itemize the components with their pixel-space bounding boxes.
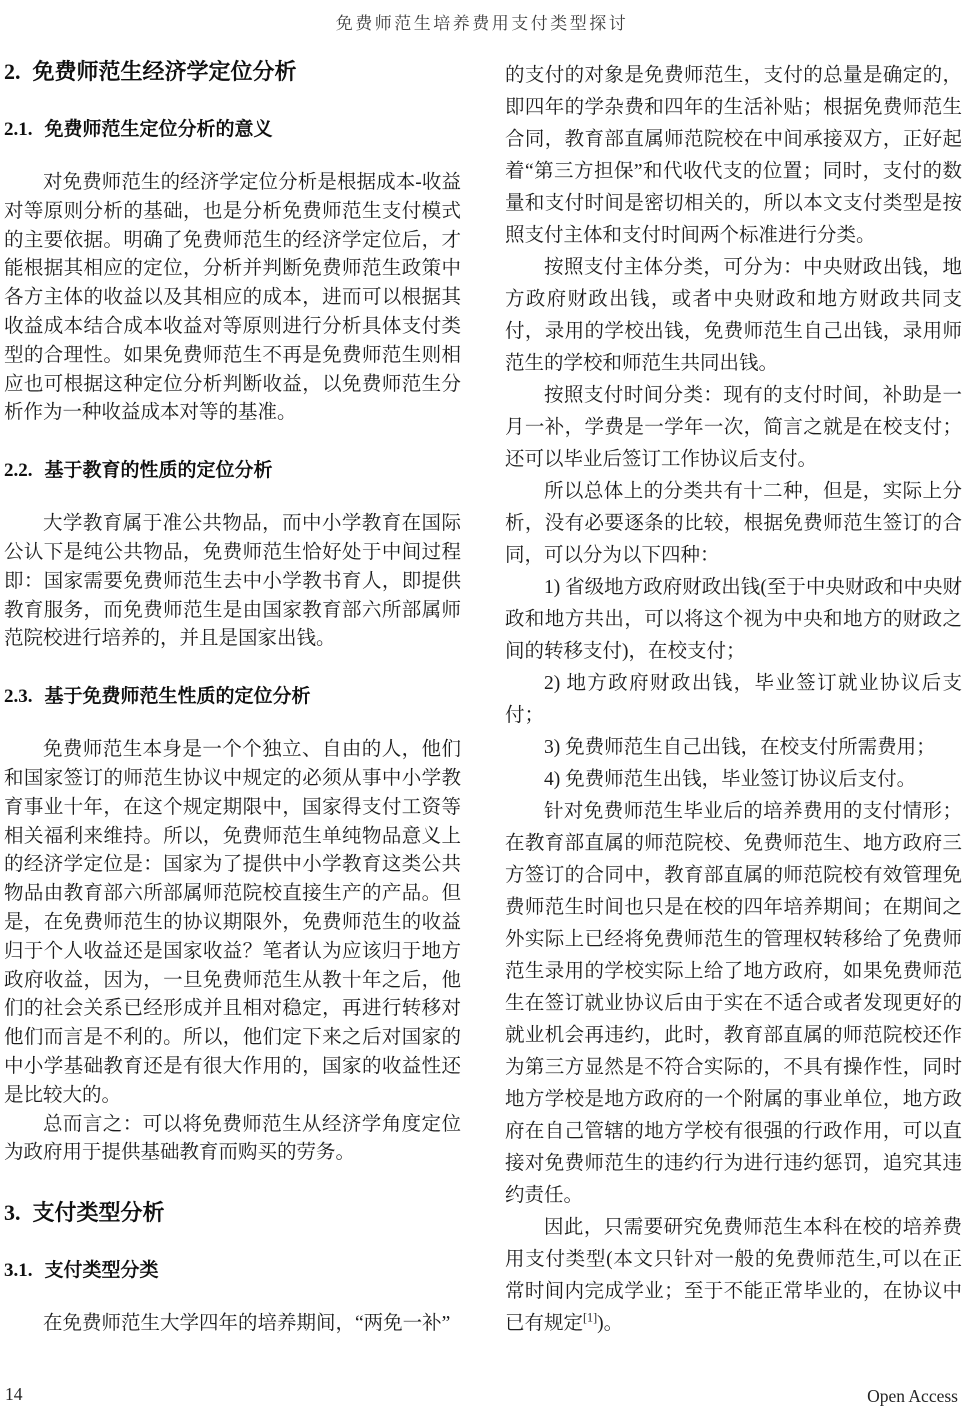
paragraph-positioning-meaning: 对免费师范生的经济学定位分析是根据成本-收益对等原则分析的基础，也是分析免费师范生支付模式的主要依据。明确了免费师范生的经济学定位后，才能根据其相应的定位，分析并判断免费师范生政策中各方主体的收益以及其相应的成本，进而可以根据其收益成本结合成本收益对等原则进行分析具体支付类型的合理性。如果免费师范生不再是免费师范生则相应也可根据这种定位分析判断收益，以免费师范生分析作为一种收益成本对等的基准。 xyxy=(4,172,461,424)
section-number: 2.3. xyxy=(4,686,33,708)
paragraph-summary: 总而言之：可以将免费师范生从经济学角度定位为政府用于提供基础教育而购买的劳务。 xyxy=(4,1113,461,1164)
section-heading-3 xyxy=(4,1198,461,1228)
paragraph-classification: 所以总体上的分类共有十二种，但是，实际上分析，没有必要逐条的比较，根据免费师范生签订的合同，可以分为以下四种： xyxy=(505,481,962,566)
section-number: 3. xyxy=(4,1200,21,1226)
section-title: 免费师范生定位分析的意义 xyxy=(44,119,273,140)
paragraph-payment-subject: 按照支付主体分类，可分为：中央财政出钱，地方政府财政出钱，或者中央财政和地方财政共同支付，录用的学校出钱，免费师范生自己出钱，录用师范生的学校和师范生共同出钱。 xyxy=(505,257,962,374)
page-number: 14 xyxy=(5,1384,23,1404)
section-heading-3-1 xyxy=(4,1258,461,1284)
paragraph-payment-intro-continued: 的支付的对象是免费师范生，支付的总量是确定的，即四年的学杂费和四年的生活补贴；根据免费师范生合同，教育部直属师范院校在中间承接双方，正好起着“第三方担保”和代收代支的位置；同时，支付的数量和支付时间是密切相关的，所以本文支付类型是按照支付主体和支付时间两个标准进行分类。 xyxy=(505,65,962,246)
paragraph-payment-time: 按照支付时间分类：现有的支付时间，补助是一月一补，学费是一学年一次，简言之就是在校支付；还可以毕业后签订工作协议后支付。 xyxy=(505,385,962,470)
section-title: 支付类型分类 xyxy=(44,1260,159,1282)
section-number: 3.1. xyxy=(4,1260,33,1282)
list-item-3: 3) 免费师范生自己出钱，在校支付所需费用； xyxy=(544,737,936,758)
paragraph-conclusion-with-ref xyxy=(505,1212,962,1340)
list-item-4: 4) 免费师范生出钱，毕业签订协议后支付。 xyxy=(544,769,917,790)
section-number: 2. xyxy=(4,59,21,84)
document-title: 免费师范生培养费用支付类型探讨 xyxy=(335,14,629,33)
section-number: 2.1. xyxy=(4,119,33,140)
section-heading-2-1 xyxy=(4,117,461,143)
left-column xyxy=(4,57,461,1339)
section-title: 基于教育的性质的定位分析 xyxy=(44,460,273,482)
section-title: 免费师范生经济学定位分析 xyxy=(32,59,297,84)
list-item-1: 1) 省级地方政府财政出钱(至于中央财政和中央财政和地方共出，可以将这个视为中央和地方的财政之间的转移支付)，在校支付； xyxy=(505,577,962,662)
paragraph-post-graduation: 针对免费师范生毕业后的培养费用的支付情形；在教育部直属的师范院校、免费师范生、地方政府三方签订的合同中，教育部直属的师范院校有效管理免费师范生时间也只是在校的四年培养期间；在期间之外实际上已经将免费师范生的管理权转移给了免费师范生录用的学校实际上给了地方政府，如果免费师范生在签订就业协议后由于实在不适合或者发现更好的就业机会再违约，此时，教育部直属的师范院校还作为第三方显然是不符合实际的，不具有操作性，同时地方学校是地方政府的一个附属的事业单位，地方政府在自己管辖的地方学校有很强的行政作用，可以直接对免费师范生的违约行为进行违约惩罚，追究其违约责任。 xyxy=(505,801,962,1206)
right-column xyxy=(505,60,962,1340)
section-heading-2-2 xyxy=(4,458,461,484)
section-number: 2.2. xyxy=(4,460,33,482)
paragraph-student-nature: 免费师范生本身是一个个独立、自由的人，他们和国家签订的师范生协议中规定的必须从事中小学教育事业十年，在这个规定期限中，国家得支付工资等相关福利来维持。所以，免费师范生单纯物品意义上的经济学定位是：国家为了提供中小学教育这类公共物品由教育部六所部属师范院校直接生产的产品。但是，在免费师范生的协议期限外，免费师范生的收益归于个人收益还是国家收益？笔者认为应该归于地方政府收益，因为，一旦免费师范生从教十年之后，他们的社会关系已经形成并且相对稳定，再进行转移对他们而言是不利的。所以，他们定下来之后对国家的中小学基础教育还是有很大作用的，国家的收益性还是比较大的。 xyxy=(4,739,461,1106)
paragraph-payment-intro: 在免费师范生大学四年的培养期间，“两免一补” xyxy=(43,1313,451,1335)
open-access-label: Open Access xyxy=(867,1386,958,1406)
paragraph-tail: )。 xyxy=(597,1313,624,1334)
section-title: 基于免费师范生性质的定位分析 xyxy=(44,686,311,708)
section-title: 支付类型分析 xyxy=(32,1200,165,1226)
paragraph-text: 因此，只需要研究免费师范生本科在校的培养费用支付类型(本文只针对一般的免费师范生,可以在正常时间内完成学业；至于不能正常毕业的，在协议中已有规定 xyxy=(505,1217,962,1334)
paragraph-education-nature: 大学教育属于准公共物品，而中小学教育在国际公认下是纯公共物品，免费师范生恰好处于中间过程即：国家需要免费师范生去中小学教书育人，即提供教育服务，而免费师范生是由国家教育部六所部属师范院校进行培养的，并且是国家出钱。 xyxy=(4,513,461,650)
section-heading-2-3 xyxy=(4,684,461,710)
reference-marker-1: [1] xyxy=(583,1310,598,1325)
list-item-2: 2) 地方政府财政出钱，毕业签订就业协议后支付； xyxy=(505,673,962,726)
section-heading-2 xyxy=(4,57,461,87)
